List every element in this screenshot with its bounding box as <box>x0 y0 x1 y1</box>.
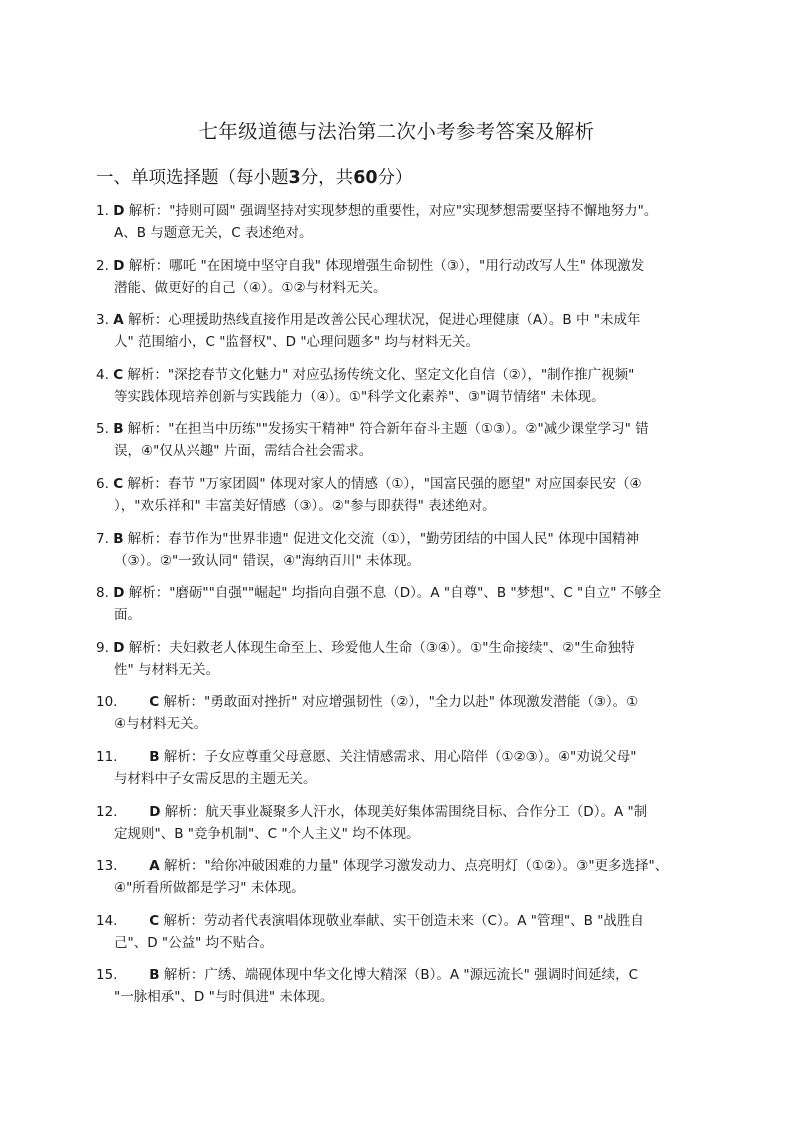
question-item <box>96 801 720 845</box>
question-first-line <box>96 473 720 495</box>
explanation-continuation: ④与材料无关。 <box>114 716 208 733</box>
section-mid: 分，共 <box>300 168 354 188</box>
explanation-continuation: 与材料中子女需反思的主题无关。 <box>114 771 317 787</box>
question-first-line <box>96 582 720 604</box>
question-number: 15. <box>96 967 118 984</box>
explanation-text: 解析："磨砺""自强""崛起" 均指向自强不息（D）。A "自尊"、B "梦想"、C "自立" 不够全 <box>128 585 662 602</box>
question-item <box>96 309 720 353</box>
answer-letter: C <box>113 366 124 383</box>
question-item <box>96 364 720 408</box>
question-number: 7. <box>96 530 109 547</box>
answer-letter: D <box>113 639 125 656</box>
question-first-line <box>96 910 720 932</box>
explanation-continuation: "一脉相承"、D "与时俱进" 未体现。 <box>114 989 334 1006</box>
question-first-line <box>96 255 720 277</box>
section-prefix: 一、单项选择题（每小题 <box>96 168 289 188</box>
explanation-text: 解析：心理援助热线直接作用是改善公民心理状况，促进心理健康（A）。B 中 "未成年 <box>127 312 641 329</box>
answer-letter: D <box>113 585 125 602</box>
question-item <box>96 255 720 299</box>
answer-letter: C <box>149 912 160 929</box>
question-number: 6. <box>96 476 109 492</box>
section-suffix: 分） <box>377 168 413 188</box>
question-first-line <box>96 637 720 659</box>
explanation-continuation: 己"、D "公益" 均不贴合。 <box>114 934 274 951</box>
question-number: 8. <box>96 585 109 602</box>
question-number: 1. <box>96 203 109 219</box>
answer-letter: B <box>149 749 160 765</box>
explanation-continuation: 等实践体现培养创新与实践能力（④）。①"科学文化素养"、③"调节情绪" 未体现。 <box>114 388 605 405</box>
explanation-continuation: 误，④"仅从兴趣" 片面，需结合社会需求。 <box>114 443 373 460</box>
document-title: 七年级道德与法治第二次小考参考答案及解析 <box>198 120 595 143</box>
question-first-line <box>96 855 720 877</box>
question-item <box>96 418 720 462</box>
explanation-continuation: 定规则"、B "竞争机制"、C "个人主义" 均不体现。 <box>114 825 420 842</box>
question-number: 3. <box>96 312 109 329</box>
question-item <box>96 910 720 954</box>
explanation-continuation: ），"欢乐祥和" 丰富美好情感（③）。②"参与即获得" 表述绝对。 <box>114 498 496 514</box>
question-item <box>96 964 720 1008</box>
question-number: 2. <box>96 257 109 274</box>
answer-letter: D <box>149 803 161 820</box>
explanation-text: 解析："勇敢面对挫折" 对应增强韧性（②），"全力以赴" 体现激发潜能（③）。① <box>163 694 639 711</box>
explanation-text: 解析：夫妇救老人体现生命至上、珍爱他人生命（③④）。①"生命接续"、②"生命独特 <box>128 639 635 656</box>
explanation-continuation: 面。 <box>114 607 141 624</box>
explanation-text: 解析：春节 "万家团圆" 体现对家人的情感（①），"国富民强的愿望" 对应国泰民安（④ <box>127 476 642 492</box>
question-first-line <box>96 691 720 713</box>
question-number: 9. <box>96 639 109 656</box>
question-first-line <box>96 200 720 222</box>
explanation-text: 解析：航天事业凝聚多人汗水，体现美好集体需围绕目标、合作分工（D）。A "制 <box>164 803 648 820</box>
explanation-text: 解析："在担当中历练""发扬实干精神" 符合新年奋斗主题（①③）。②"减少课堂学习" 错 <box>127 421 649 438</box>
explanation-continuation: ④"所看所做都是学习" 未体现。 <box>114 880 305 897</box>
question-first-line <box>96 309 720 331</box>
question-item <box>96 746 720 790</box>
answer-letter: D <box>113 203 125 219</box>
question-item <box>96 200 720 244</box>
question-first-line <box>96 364 720 386</box>
question-item <box>96 637 720 681</box>
explanation-text: 解析：春节作为"世界非遗" 促进文化交流（①），"勤劳团结的中国人民" 体现中国精神 <box>127 530 640 547</box>
explanation-text: 解析：子女应尊重父母意愿、关注情感需求、用心陪伴（①②③）。④"劝说父母" <box>163 749 637 765</box>
question-number: 13. <box>96 858 118 875</box>
explanation-text: 解析：哪吒 "在困境中坚守自我" 体现增强生命韧性（③），"用行动改写人生" 体现激发 <box>128 257 645 274</box>
answer-letter: A <box>113 312 124 329</box>
section-points: 3 <box>288 168 301 188</box>
question-item <box>96 582 720 626</box>
question-first-line <box>96 801 720 823</box>
explanation-continuation: 潜能、做更好的自己（④）。①②与材料无关。 <box>114 279 387 296</box>
question-first-line <box>96 746 720 768</box>
question-item <box>96 528 720 572</box>
section-heading <box>96 164 413 189</box>
answer-letter: B <box>149 967 160 984</box>
explanation-text: 解析：劳动者代表演唱体现敬业奉献、实干创造未来（C）。A "管理"、B "战胜自 <box>163 912 644 929</box>
answer-letter: C <box>149 694 160 711</box>
answer-letter: B <box>113 530 124 547</box>
explanation-text: 解析："持则可圆" 强调坚持对实现梦想的重要性，对应"实现梦想需要坚持不懈地努力"。 <box>128 203 658 219</box>
explanation-continuation: A、B 与题意无关，C 表述绝对。 <box>114 225 313 241</box>
explanation-text: 解析：广绣、端砚体现中华文化博大精深（B）。A "源远流长" 强调时间延续，C <box>163 967 639 984</box>
explanation-continuation: 性" 与材料无关。 <box>114 661 220 678</box>
explanation-continuation: （③）。②"一致认同" 错误，④"海纳百川" 未体现。 <box>114 552 420 569</box>
question-number: 11. <box>96 749 118 765</box>
explanation-text: 解析："深挖春节文化魅力" 对应弘扬传统文化、坚定文化自信（②），"制作推广视频" <box>127 366 635 383</box>
question-number: 4. <box>96 366 109 383</box>
answer-letter: D <box>113 257 125 274</box>
question-number: 5. <box>96 421 109 438</box>
question-item <box>96 855 720 899</box>
question-item <box>96 473 720 517</box>
question-number: 12. <box>96 803 118 820</box>
question-first-line <box>96 964 720 986</box>
question-first-line <box>96 418 720 440</box>
question-number: 14. <box>96 912 118 929</box>
question-first-line <box>96 528 720 550</box>
question-item <box>96 691 720 735</box>
answer-letter: B <box>113 421 124 438</box>
section-total: 60 <box>353 168 378 188</box>
explanation-continuation: 人" 范围缩小，C "监督权"、D "心理问题多" 均与材料无关。 <box>114 334 480 351</box>
answer-letter: C <box>113 476 124 492</box>
question-number: 10. <box>96 694 118 711</box>
answer-letter: A <box>149 858 160 875</box>
explanation-text: 解析："给你冲破困难的力量" 体现学习激发动力、点亮明灯（①②）。③"更多选择"、 <box>164 858 669 875</box>
